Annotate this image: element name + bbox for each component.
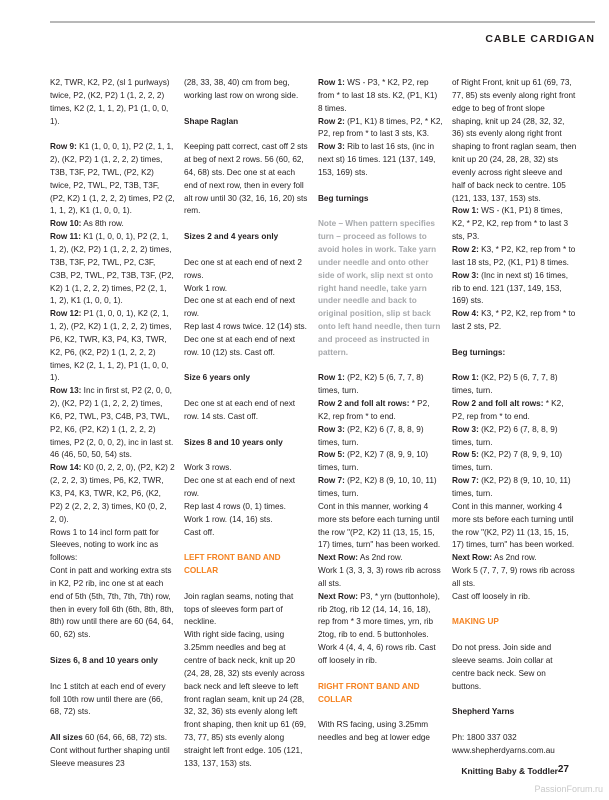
note: Note – When pattern specifies turn – proceed as follows to avoid holes in work. Take yarn under needle and onto other side of work, slip next st onto right hand needle, take yarn under needle and back to original position, slip st back onto left hand needle, then turn and proceed as instructed in pattern. (318, 219, 441, 357)
column-4 (452, 77, 577, 758)
supplier-website: www.shepherdyarns.com.au (452, 745, 555, 755)
paragraph: Work 3 rows. (184, 463, 232, 473)
paragraph: Cont in this manner, working 4 more sts before each turning until the row "(P2, K2) 11 (13, 15, 15, 17) times, turn" has been worked. (318, 501, 441, 550)
column-1 (50, 77, 175, 771)
subheading: Sizes 2 and 4 years only (184, 232, 279, 242)
paragraph: (28, 33, 38, 40) cm from beg, working last row on wrong side. (184, 78, 299, 100)
turn-row-3: Row 3: (P2, K2) 6 (7, 8, 8, 9) times, turn. (318, 424, 424, 447)
paragraph: Work 1 row. (14, 16) sts. (184, 514, 273, 524)
turn-row-7: Row 7: (P2, K2) 8 (9, 10, 10, 11) times, turn. (318, 476, 437, 498)
turn-row-7: Row 7: (K2, P2) 8 (9, 10, 10, 11) times, turn. (452, 476, 571, 498)
paragraph: Cont in patt and working extra sts in K2, P2 rib, inc one st at each end of 5th (5th, 7th, 7th, 7th) row, then in every foll 6th (6th, 8th, 8th, 8th) row until there are 60 (64, 64, 60, 62) sts. (50, 566, 174, 640)
turn-row-1: Row 1: (K2, P2) 5 (6, 7, 7, 8) times, turn. (452, 373, 558, 396)
paragraph: K2, TWR, K2, P2, (sl 1 purlways) twice, P2, (K2, P2) 1 (1, 2, 2, 2) times, K2 (2, 1, 1, 2), P1 (1, 0, 0, 1). (50, 78, 170, 126)
subheading: Sizes 6, 8 and 10 years only (50, 655, 158, 665)
turn-row-1: Row 1: (P2, K2) 5 (6, 7, 7, 8) times, turn. (318, 373, 424, 396)
row-14: Row 14: K0 (0, 2, 2, 0), (P2, K2) 2 (2, 2, 2, 3) times, P6, K2, TWR, K3, P4, K3, TWR, K2, P6, (K2, P2) 2 (2, 2, 2, 3) times, K0 (0, 2, 2, 0). (50, 463, 175, 524)
paragraph: Work 4 (4, 4, 4, 6) rows rib. Cast off loosely in rib. (318, 643, 436, 665)
turn-row-2: Row 2 and foll alt rows: * K2, P2, rep from * to end. (452, 399, 564, 421)
paragraph: Work 5 (7, 7, 7, 9) rows rib across all sts. (452, 566, 575, 588)
turn-row-3: Row 3: (K2, P2) 6 (7, 8, 8, 9) times, turn. (452, 424, 558, 447)
paragraph: Dec one st at each end of next row. 14 sts. Cast off. (184, 399, 296, 421)
paragraph: of Right Front, knit up 61 (69, 73, 77, 85) sts evenly along right front edge to beg of front slope shaping, knit up 24 (28, 32, 32, 36) sts evenly along right front shaping to front raglan seam, then knit up 20 (24, 28, 28, 32) sts evenly across right sleeve and half of back neck to centre. 105 (121, 133, 137, 153) sts. (452, 78, 577, 203)
row-1: Row 1: WS - P3, * K2, P2, rep from * to last 18 sts. K2, (P1, K1) 8 times. (318, 78, 438, 113)
column-2 (184, 77, 309, 771)
paragraph: Rep last 4 rows twice. 12 (14) sts. (184, 322, 307, 332)
magazine-name: Knitting Baby & Toddler (461, 766, 558, 776)
watermark: PassionForum.ru (534, 784, 603, 794)
paragraph: Dec one st at each end of next 2 rows. (184, 257, 302, 280)
section-title: CABLE CARDIGAN (485, 33, 595, 45)
column-3 (318, 77, 443, 745)
paragraph: Dec one st at each end of next row. 10 (12) sts. Cast off. (184, 334, 296, 357)
row-2: Row 2: (P1, K1) 8 times, P2, * K2, P2, rep from * to last 3 sts, K3. (318, 116, 443, 139)
subheading: Size 6 years only (184, 373, 250, 383)
turn-row-5: Row 5: (K2, P2) 7 (8, 9, 9, 10) times, turn. (452, 450, 563, 473)
next-row: Next Row: As 2nd row. (452, 553, 537, 563)
next-row: Next Row: P3, * yrn (buttonhole), rib 2tog, rib 12 (14, 14, 16, 18), rep from * 3 more times, yrn, rib 2tog, rib to end. 5 buttonholes. (318, 591, 440, 640)
paragraph: Cast off. (184, 527, 215, 537)
paragraph: Join raglan seams, noting that tops of sleeves form part of neckline. (184, 591, 294, 627)
paragraph: Keeping patt correct, cast off 2 sts at beg of next 2 rows. 56 (60, 62, 64, 68) sts. Dec one st at each end of next row, then in every foll alt row until 30 (32, 16, 16, 20) sts rem. (184, 142, 308, 216)
paragraph: Inc 1 stitch at each end of every foll 10th row until there are (66, 68, 72) sts. (50, 681, 166, 717)
all-sizes: All sizes 60 (64, 66, 68, 72) sts. Cont without further shaping until Sleeve measures 23 (50, 733, 170, 768)
paragraph: Work 1 row. (184, 283, 228, 293)
supplier-name: Shepherd Yarns (452, 707, 515, 717)
paragraph: Do not press. Join side and sleeve seams. Join collar at centre back neck. Sew on buttons. (452, 643, 553, 691)
paragraph: Rows 1 to 14 incl form patt for Sleeves, noting to work inc as follows: (50, 527, 159, 563)
row-13: Row 13: Inc in first st, P2 (2, 0, 0, 2), (K2, P2) 1 (1, 2, 2, 2) times, K6, P2, TWL, P3, C4B, P3, TWL, P2, K6, (P2, K2) 1 (1, 2, 2, 2) times, P2 (2, 0, 0, 2), inc in last st. 46 (46, 50, 50, 54) sts. (50, 386, 174, 460)
page-number: 27 (557, 764, 569, 775)
subheading: Beg turnings: (452, 347, 506, 357)
paragraph: With right side facing, using 3.25mm needles and beg at centre of back neck, knit up 20 (24, 28, 28, 32) sts evenly across back neck and left sleeve to left front raglan seam, knit up 24 (28, 32, 32, 36) sts evenly along left front shaping, then knit up 61 (69, 73, 77, 85) sts evenly along straight left front edge. 105 (121, 133, 137, 153) sts. (184, 630, 306, 768)
subheading: Beg turnings (318, 193, 369, 203)
row-11: Row 11: K1 (1, 0, 0, 1), P2 (2, 1, 1, 2), (K2, P2) 1 (1, 2, 2, 2) times, T3B, T3F, P2, TWL, P2, C3F, C3B, P2, TWL, P2, T3B, T3F, (P2, K2) 1 (1, 2, 2, 2) times, P2 (2, 1, 1, 2), K1 (1, 0, 0, 1). (50, 232, 174, 306)
header-rule (50, 21, 595, 23)
section-heading: MAKING UP (452, 617, 499, 627)
turn-row-2: Row 2 and foll alt rows: * P2, K2, rep from * to end. (318, 399, 430, 421)
paragraph: Work 1 (3, 3, 3, 3) rows rib across all sts. (318, 566, 441, 588)
row-9: Row 9: K1 (1, 0, 0, 1), P2 (2, 1, 1, 2), (K2, P2) 1 (1, 2, 2, 2) times, T3B, T3F, P2, TWL, (P2, K2) twice, P2, TWL, P2, T3B, T3F, (P2, K2) 1 (1, 2, 2, 2) times, P2 (2, 1, 1, 2), K1 (1, 0, 0, 1). (50, 142, 175, 216)
paragraph: Cont in this manner, working 4 more sts before each turning until the row "(K2, P2) 11 (13, 15, 15, 17) times, turn" has been worked. (452, 501, 575, 550)
row-3: Row 3: (Inc in next st) 16 times, rib to end. 121 (137, 149, 153, 169) sts. (452, 270, 569, 306)
row-4: Row 4: K3, * P2, K2, rep from * to last 2 sts, P2. (452, 309, 576, 332)
row-10: Row 10: As 8th row. (50, 219, 124, 229)
section-heading: LEFT FRONT BAND AND COLLAR (184, 553, 281, 576)
subheading: Shape Raglan (184, 116, 239, 126)
paragraph: With RS facing, using 3.25mm needles and beg at lower edge (318, 720, 430, 743)
subheading: Sizes 8 and 10 years only (184, 437, 283, 447)
row-2: Row 2: K3, * P2, K2, rep from * to last 18 sts, P2, (K1, P1) 8 times. (452, 244, 576, 267)
next-row: Next Row: As 2nd row. (318, 553, 403, 563)
row-12: Row 12: P1 (1, 0, 0, 1), K2 (2, 1, 1, 2), (P2, K2) 1 (1, 2, 2, 2) times, P6, K2, TWR, K3, P4, K3, TWR, K2, P6, (K2, P2) 1 (1, 2, 2, 2) times, K2 (2, 1, 1, 2), P1 (1, 0, 0, 1). (50, 309, 172, 383)
turn-row-5: Row 5: (P2, K2) 7 (8, 9, 9, 10) times, turn. (318, 450, 429, 473)
row-3: Row 3: Rib to last 16 sts, (inc in next st) 16 times. 121 (137, 149, 153, 169) sts. (318, 142, 436, 177)
row-1: Row 1: WS - (K1, P1) 8 times, K2, * P2, K2, rep from * to last 3 sts, P3. (452, 206, 569, 242)
paragraph: Dec one st at each end of next row. (184, 296, 296, 319)
section-heading: RIGHT FRONT BAND AND COLLAR (318, 681, 420, 704)
paragraph: Rep last 4 rows (0, 1) times. (184, 501, 286, 511)
paragraph: Dec one st at each end of next row. (184, 476, 296, 498)
paragraph: Cast off loosely in rib. (452, 591, 531, 601)
supplier-phone: Ph: 1800 337 032 (452, 733, 517, 743)
